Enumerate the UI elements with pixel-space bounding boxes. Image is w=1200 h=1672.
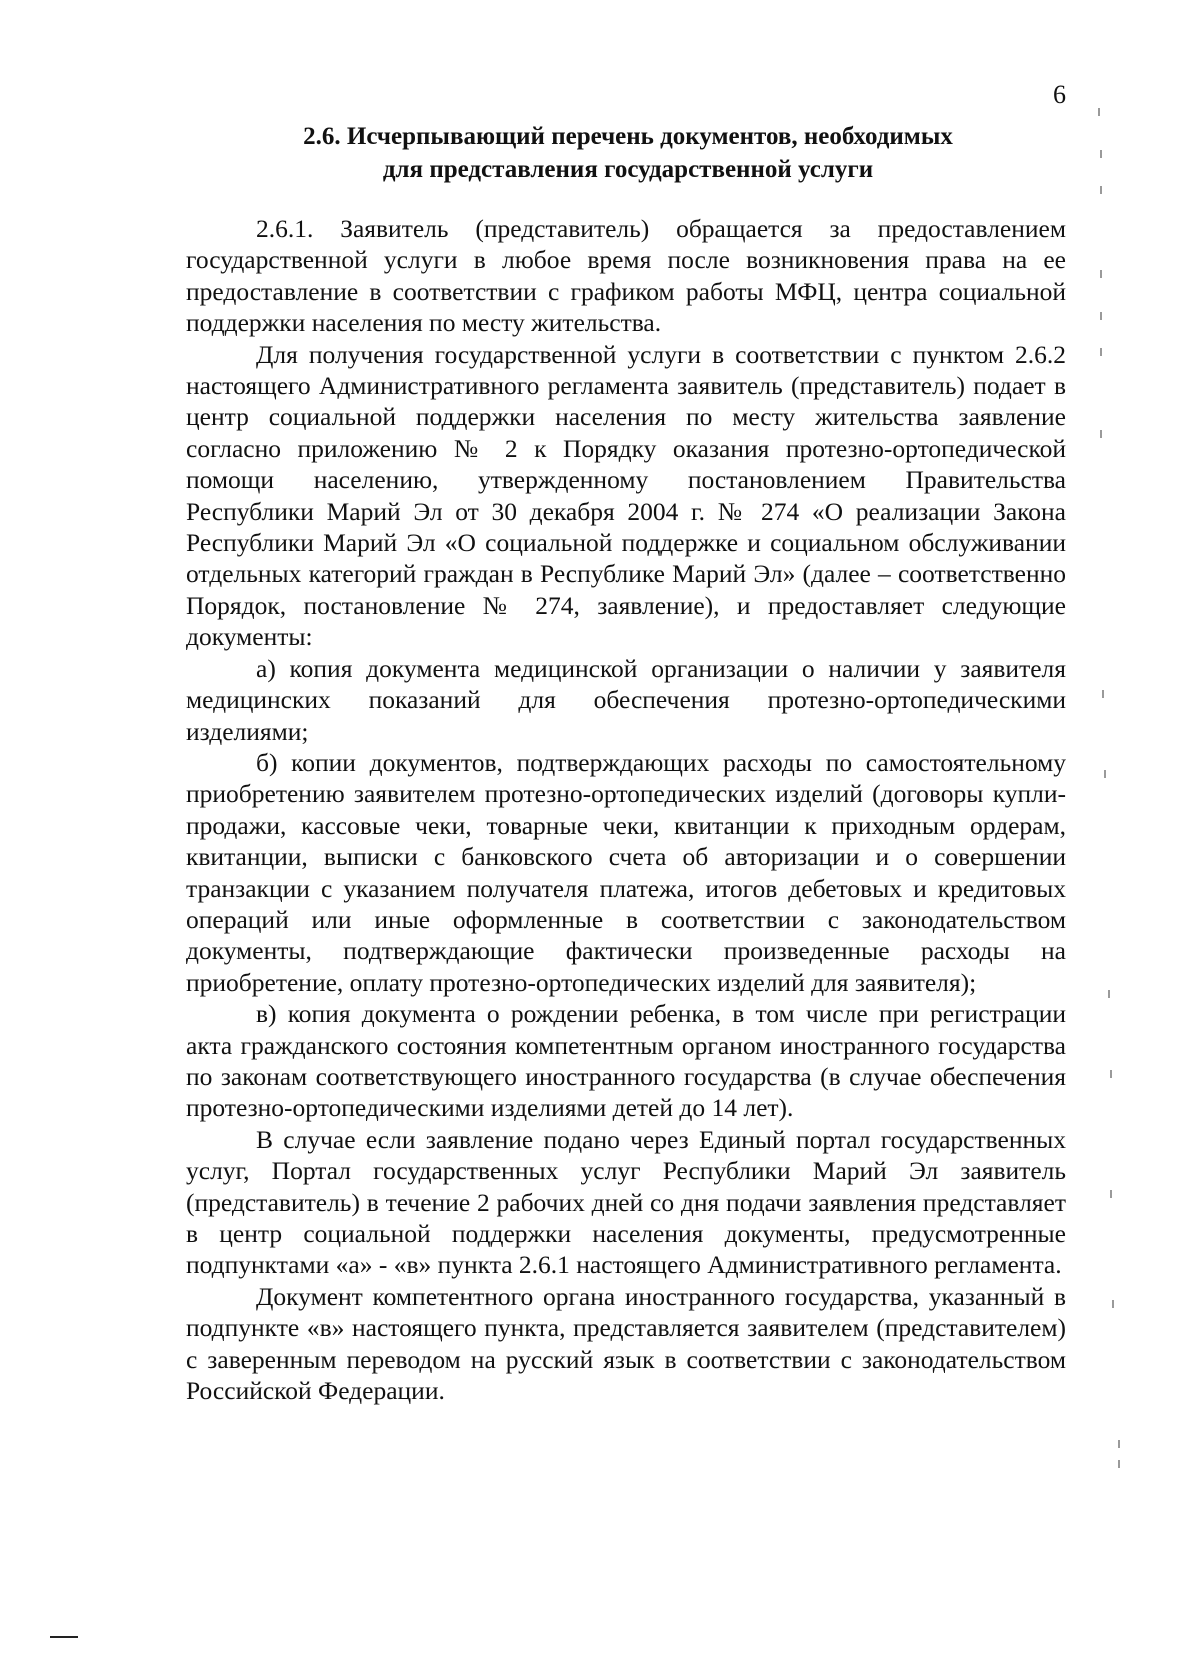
section-heading-line-1: 2.6. Исчерпывающий перечень документов, необходимых	[303, 123, 953, 150]
section-body	[186, 213, 1066, 1406]
scan-artifact	[1100, 430, 1102, 438]
scan-artifact	[1100, 348, 1102, 356]
scan-artifact	[1108, 990, 1110, 998]
scan-artifact	[50, 1636, 78, 1638]
scan-artifact	[1110, 1190, 1112, 1198]
paragraph-foreign-document: Документ компетентного органа иностранного государства, указанный в подпункте «в» настоящего пункта, представляется заявителем (представителем) с заверенным переводом на русский язык в соответствии с законодательством Российской Федерации.	[186, 1281, 1066, 1406]
scan-artifact	[1100, 312, 1102, 320]
scan-artifact	[1110, 1070, 1112, 1078]
section-heading-line-2: для представления государственной услуги	[382, 156, 874, 183]
paragraph-2-6-1: 2.6.1. Заявитель (представитель) обращается за предоставлением государственной услуги в любое время после возникновения права на ее предоставление в соответствии с графиком работы МФЦ, центра социальной поддержки населения по месту жительства.	[186, 214, 1066, 338]
list-item-v: в) копия документа о рождении ребенка, в том числе при регистрации акта гражданского состояния компетентным органом иностранного государства по законам соответствующего иностранного государства (в случае обеспечения протезно-ортопедическими изделиями детей до 14 лет).	[186, 999, 1066, 1123]
scan-artifact	[1112, 1300, 1114, 1308]
section-heading	[190, 120, 1066, 186]
list-item-b: б) копии документов, подтверждающих расходы по самостоятельному приобретению заявителем протезно-ортопедических изделий (договоры купли-продажи, кассовые чеки, товарные чеки, квитанции к приходным ордерам, квитанции, выписки с банковского счета об авторизации и о совершении транзакции с указанием получателя платежа, итогов дебетовых и кредитовых операций или иные оформленные в соответствии с законодательством документы, подтверждающие фактически произведенные расходы на приобретение, оплату протезно-ортопедических изделий для заявителя);	[186, 747, 1066, 997]
paragraph-portal-submission: В случае если заявление подано через Единый портал государственных услуг, Портал государственных услуг Республики Марий Эл заявитель (представитель) в течение 2 рабочих дней со дня подачи заявления представляет в центр социальной поддержки населения документы, предусмотренные подпунктами «а» - «в» пункта 2.6.1 настоящего Административного регламента.	[186, 1124, 1066, 1280]
page-number: 6	[1053, 80, 1066, 109]
scan-artifact	[1118, 1460, 1120, 1468]
scan-artifact	[1100, 186, 1102, 194]
paragraph-documents-intro: Для получения государственной услуги в соответствии с пунктом 2.6.2 настоящего Административного регламента заявитель (представитель) подает в центр социальной поддержки населения по месту жительства заявление согласно приложению № 2 к Порядку оказания протезно-ортопедической помощи населению, утвержденному постановлением Правительства Республики Марий Эл от 30 декабря 2004 г. № 274 «О реализации Закона Республики Марий Эл «О социальной поддержке и социальном обслуживании отдельных категорий граждан в Республике Марий Эл» (далее – соответственно Порядок, постановление № 274, заявление), и предоставляет следующие документы:	[186, 339, 1066, 652]
scan-artifact	[1098, 108, 1100, 116]
scan-artifact	[1104, 770, 1106, 778]
scan-artifact	[1102, 690, 1104, 698]
list-item-a: а) копия документа медицинской организации о наличии у заявителя медицинских показаний для обеспечения протезно-ортопедическими изделиями;	[186, 653, 1066, 746]
scan-artifact	[1100, 150, 1102, 158]
scan-artifact	[1100, 270, 1102, 278]
scan-artifact	[1118, 1440, 1120, 1448]
